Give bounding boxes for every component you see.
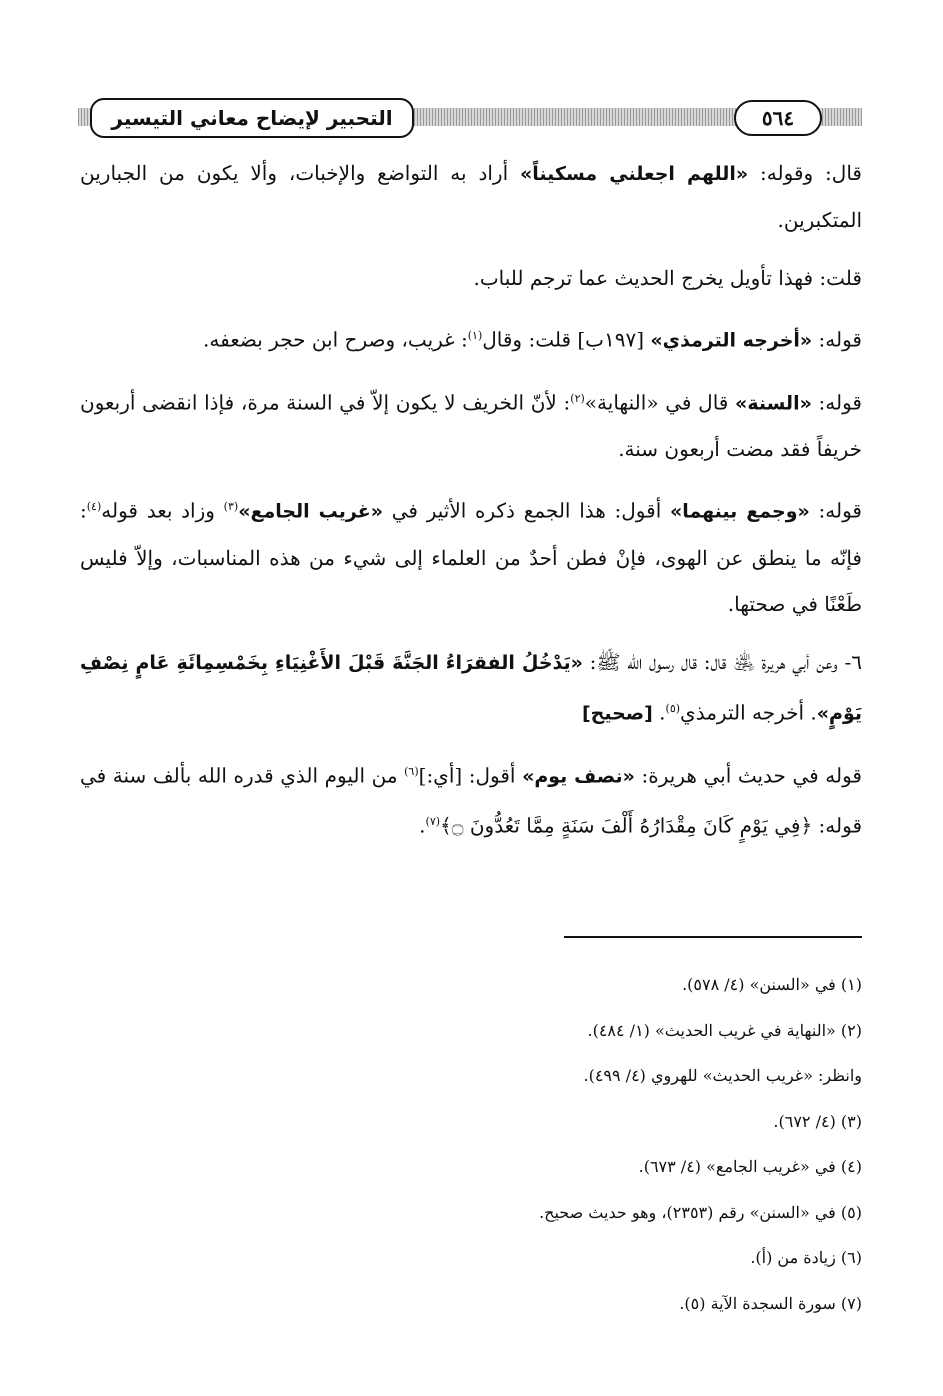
text-segment: قوله: [812,327,862,352]
footnote-ref[interactable]: (٣) [223,500,239,514]
footnote-7: (٧) سورة السجدة الآية (٥). [679,1293,862,1313]
bold-quote: «نصف يوم» [522,765,635,788]
paragraph-4 [80,376,862,473]
text-segment: قوله: [811,390,862,415]
footnote-6: (٦) زيادة من (أ). [750,1248,862,1267]
text-segment: [١٩٧ب] قلت: وقال [482,327,651,352]
footnote-ref[interactable]: (٥) [665,701,681,715]
bold-quote: «غريب الجامع» [238,500,383,523]
text-segment: قال: وقوله: [748,161,862,185]
text-segment: ٦- وعن أبي هريرة ﵁ قال: قال رسول الله ﷺ: [582,649,862,674]
bold-quote: «اللهم اجعلني مسكيناً» [520,163,749,185]
paragraph-6-hadith [80,639,862,737]
footnote-3: (٣) (٤/ ٦٧٢). [773,1111,862,1131]
bold-quote: «السنة» [735,392,812,415]
text-segment: : غريب، وصرح ابن حجر بضعفه. [203,327,468,352]
footnotes [80,962,862,1326]
text-segment: . [652,700,666,725]
footnote-ref[interactable]: (٢) [570,391,585,405]
hadith-text: «يَدْخُلُ الفقرَاءُ الجَنَّةَ قَبْلَ الأَغْنِيَاءِ بِخَمْسِمِائَةِ عَامٍ نِصْفِ يَوْمٍ» [80,651,862,725]
footnote-ref[interactable]: (١) [467,329,483,342]
text-segment: أراد به التواضع والإخبات، وألا يكون من الجبارين المتكبرين. [80,161,862,232]
book-title: التحبير لإيضاح معاني التيسير [90,98,414,138]
bold-quote: «وجمع بينهما» [669,500,810,523]
text-segment: . أخرجه الترمذي [680,700,817,725]
footnote-2: (٢) «النهاية في غريب الحديث» (١/ ٤٨٤). [587,1020,862,1040]
text-segment: أقول: هذا الجمع ذكره الأثير في [383,498,670,523]
text-segment: أقول: [أي:] [418,763,523,788]
text-segment: وزاد بعد قوله [101,498,224,523]
paragraph-3 [80,313,862,364]
page-number: ٥٦٤ [734,100,822,136]
text-segment: قال في «النهاية» [584,390,736,415]
text-segment: : فإنّه ما ينطق عن الهوى، فإنْ فطن أحدٌ من العلماء إلى شيء من هذه المناسبات، وإلاّ فليس طَعْنًا في صحتها. [80,498,862,616]
text-segment: قلت: فهذا تأويل يخرج الحديث عما ترجم للباب. [473,266,862,290]
paragraph-5 [80,484,862,627]
text-segment: قوله في حديث أبي هريرة: [634,763,862,788]
quran-verse: من اليوم الذي قدره الله بألف سنة في قوله: ﴿فِي يَوْمٍ كَانَ مِقْدَارُهُ أَلْفَ سَنَةٍ مِمَّا تَعُدُّونَ ۝﴾ [80,763,862,838]
paragraph-1 [80,150,862,243]
page-header [78,96,862,142]
main-text [80,150,862,861]
footnote-5: (٥) في «السنن» رقم (٢٣٥٣)، وهو حديث صحيح. [539,1202,862,1222]
footnote-2-continued: وانظر: «غريب الحديث» للهروي (٤/ ٤٩٩). [583,1066,862,1085]
footnote-1: (١) في «السنن» (٤/ ٥٧٨). [682,975,862,994]
footnote-ref[interactable]: (٧) [425,815,441,829]
text-segment: . [419,813,426,838]
footnote-divider [564,936,862,938]
text-segment: قوله: [809,498,862,523]
footnote-4: (٤) في «غريب الجامع» (٤/ ٦٧٣). [638,1157,862,1176]
footnote-ref[interactable]: (٦) [404,764,419,778]
footnote-ref[interactable]: (٤) [86,500,102,514]
text-segment: : لأنّ الخريف لا يكون إلاّ في السنة مرة، فإذا انقضى أربعون خريفاً فقد مضت أربعون سنة. [80,390,862,462]
grading-label: [صحيح] [581,702,653,725]
paragraph-7 [80,749,862,849]
paragraph-2 [80,255,862,301]
bold-quote: «أخرجه الترمذي» [650,329,813,352]
